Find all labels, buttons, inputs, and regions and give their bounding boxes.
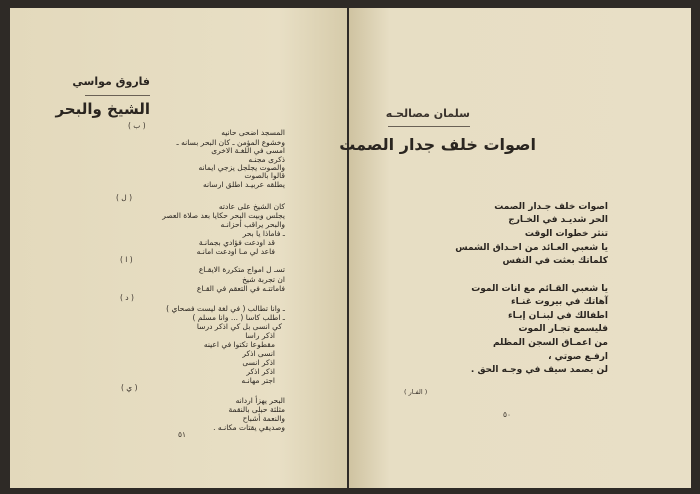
poem-line: اذكر انسى [242,358,275,367]
poem-line: الحر شديـد في الخـارج [508,215,608,225]
poem-line: مثلثة حبلى بالنقمة [228,405,285,414]
right-author-rule [388,126,470,127]
poem-line: اصوات خلف جـدار الصمت [494,202,608,212]
poem-line: فليسمع تجـار الموت [518,324,608,334]
poem-line: يطلقه عربيـد اطلق ارسانه [203,180,285,189]
section-marker: ( د ) [120,293,134,302]
left-page [10,8,347,488]
poem-line: ذكرى مجنـه [248,155,285,164]
poem-line: ـ اطلب كاسا ( ... وانا مسلم ) [192,313,285,322]
poem-line: ـ فاماذا يا بحر [242,229,285,238]
poem-line: وصديقي يقتات مكانـه . [213,423,285,432]
left-title: الشيخ والبحر [55,100,150,118]
section-marker: ( ي ) [121,383,138,392]
section-marker: ( ا ) [120,255,133,264]
poem-line: يجلس وبيت البحر حكايا بعد صلاة العصر [162,211,285,220]
poem-line: ـ وانا تطالب ( في لغة ليست فصحاي ) [166,304,285,313]
poem-line: اذكر راسا [245,331,275,340]
poem-line: ان تجربة شيخ [242,275,285,284]
poem-line: كان الشيخ على عادته [218,202,285,211]
poem-line: قالوا بالصوت [244,171,285,180]
poem-line: يا شعبي العـائد من احـداق الشمس [455,243,608,253]
footnote: ( الفـار ) [404,388,428,396]
poem-line: تسـ ل امواج متكررة الايقـاع [198,265,285,274]
poem-line: والصوت يجلجل يزجي ايمانه [198,163,285,172]
poem-line: البحر يهزأ اردانه [235,396,285,405]
poem-line: فاماتتـه في التعقم في القـاع [196,284,285,293]
poem-line: مقطوعا تكتوا في اعينه [203,340,275,349]
left-author: فاروق مواسي [72,75,150,88]
poem-line: كلماتك بعثت في النفس [502,256,608,266]
poem-line: امسى في اللغـة الاخرى [211,146,285,155]
page-number: ٥٠ [503,410,512,419]
poem-line: والبحر يراقب أحزانـه [220,220,285,229]
section-marker: ( ل ) [116,193,133,202]
poem-line: فاعد لي مـا اودعت امانـه [196,247,275,256]
poem-line: قد اودعت فؤادي بجمانـة [198,238,275,247]
left-author-rule [85,95,150,96]
poem-line: اجتر مهانـه [241,376,275,385]
poem-line: اطفالك في لبنـان إبـاء [508,311,608,321]
page-number: ٥١ [178,430,187,439]
poem-line: انسى اذكر [242,349,275,358]
poem-line: المسجد اضحى حانيه [221,128,285,137]
poem-line: تنثر خطوات الوقت [524,229,608,239]
poem-line: وخشوع المؤمن ـ كان البحر بسانه ـ [176,138,285,147]
poem-line: ارفـع صوتي ، [548,352,608,362]
section-marker: ( ب ) [128,121,146,130]
poem-line: يا شعبي القـائم مع انات الموت [471,284,608,294]
poem-line: من اعمـاق السجن المظلم [492,338,608,348]
poem-line: كي انسى بل كي اذكر درسا [196,322,282,331]
right-title: اصوات خلف جدار الصمت [339,135,536,154]
poem-line: والنعمة أشباح [242,414,285,423]
poem-line: اذكر اذكر [246,367,275,376]
poem-line: لن يصمد سيف في وجـه الحق . [470,365,608,375]
poem-line: آهاتك في بيروت غنـاء [510,297,608,307]
right-author: سلمان مصالحـه [385,107,470,120]
